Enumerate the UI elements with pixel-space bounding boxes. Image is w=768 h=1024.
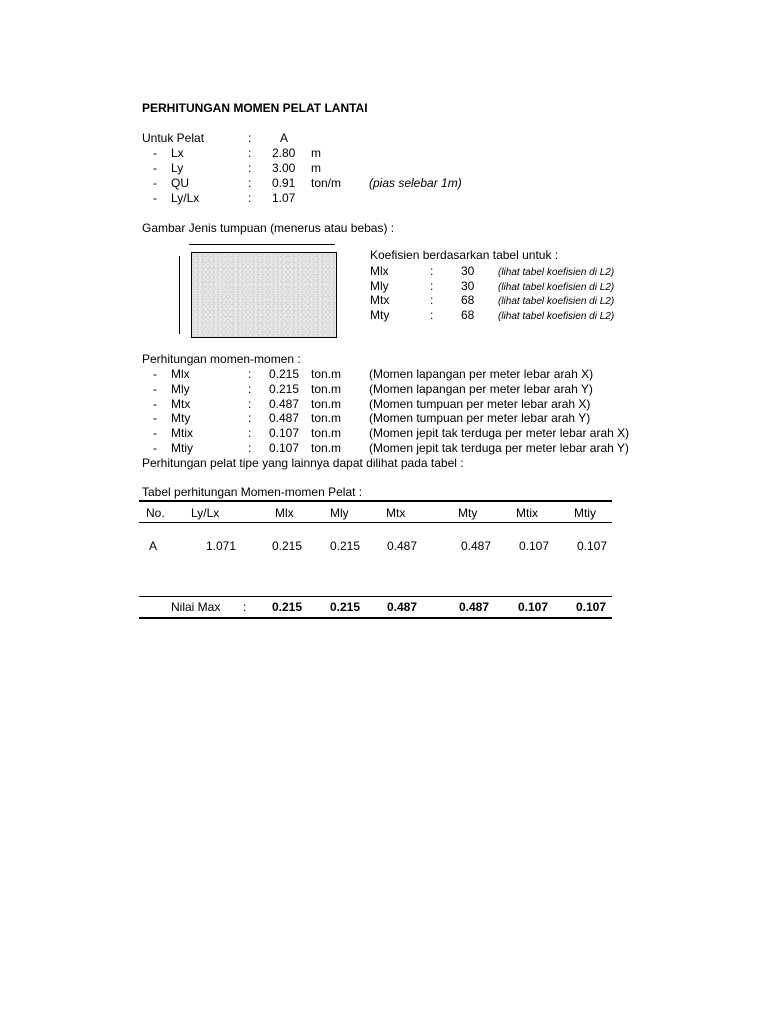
moment-value: 0.215 <box>269 367 300 381</box>
coef-note: (lihat tabel koefisien di L2) <box>498 311 615 322</box>
param-value: 1.07 <box>272 191 296 205</box>
max-cell: 0.215 <box>330 600 361 614</box>
moment-name: Mlx <box>171 367 190 381</box>
coef-value: 30 <box>461 279 475 293</box>
moments-heading: Perhitungan momen-momen : <box>142 352 301 366</box>
moment-dash: - <box>153 397 157 411</box>
coef-note: (lihat tabel koefisien di L2) <box>498 282 615 293</box>
coef-note: (lihat tabel koefisien di L2) <box>498 296 615 307</box>
moment-unit: ton.m <box>311 382 342 396</box>
top-edge-line <box>189 244 335 245</box>
max-cell: 0.107 <box>576 600 607 614</box>
coef-name: Mlx <box>370 264 389 278</box>
moment-name: Mly <box>171 382 190 396</box>
coef-value: 68 <box>461 293 475 307</box>
moment-sep: : <box>248 411 252 425</box>
coef-sep: : <box>430 293 434 307</box>
support-label: Gambar Jenis tumpuan (menerus atau bebas) : <box>142 221 395 235</box>
param-sep: : <box>248 191 252 205</box>
param-value: 0.91 <box>272 176 296 190</box>
coef-note: (lihat tabel koefisien di L2) <box>498 267 615 278</box>
table-header-cell: No. <box>146 506 165 520</box>
table-header-cell: Ly/Lx <box>191 506 220 520</box>
param-value: 2.80 <box>272 146 296 160</box>
coef-sep: : <box>430 308 434 322</box>
table-bottom-rule <box>139 617 612 619</box>
plate-sep: : <box>248 131 252 145</box>
moment-desc: (Momen jepit tak terduga per meter lebar arah Y) <box>369 441 629 455</box>
table-header-cell: Mtiy <box>574 506 596 520</box>
table-cell: 0.487 <box>387 539 418 553</box>
param-unit: ton/m <box>311 176 342 190</box>
table-cell: 0.107 <box>577 539 608 553</box>
moment-value: 0.487 <box>269 397 300 411</box>
param-name: QU <box>171 176 189 190</box>
moment-unit: ton.m <box>311 426 342 440</box>
table-header-cell: Mly <box>330 506 349 520</box>
param-dash: - <box>153 146 157 160</box>
param-dash: - <box>153 191 157 205</box>
moment-desc: (Momen tumpuan per meter lebar arah Y) <box>369 411 591 425</box>
max-sep: : <box>243 600 247 614</box>
moment-name: Mtiy <box>171 441 193 455</box>
param-unit: m <box>311 161 321 175</box>
param-name: Ly/Lx <box>171 191 200 205</box>
param-sep: : <box>248 161 252 175</box>
moment-unit: ton.m <box>311 441 342 455</box>
moment-value: 0.215 <box>269 382 300 396</box>
plate-name: A <box>280 131 289 145</box>
moment-value: 0.107 <box>269 426 300 440</box>
table-header-cell: Mtx <box>386 506 406 520</box>
moment-value: 0.107 <box>269 441 300 455</box>
max-label: Nilai Max <box>171 600 221 614</box>
moment-sep: : <box>248 397 252 411</box>
table-cell: 1.071 <box>206 539 237 553</box>
max-cell: 0.487 <box>459 600 490 614</box>
moment-sep: : <box>248 382 252 396</box>
moment-unit: ton.m <box>311 397 342 411</box>
param-dash: - <box>153 176 157 190</box>
coef-name: Mly <box>370 279 389 293</box>
table-cell: 0.215 <box>330 539 361 553</box>
table-top-rule <box>139 500 612 502</box>
table-header-rule <box>139 522 612 523</box>
moments-footer: Perhitungan pelat tipe yang lainnya dapat dilihat pada tabel : <box>142 456 464 470</box>
table-caption: Tabel perhitungan Momen-momen Pelat : <box>142 485 363 499</box>
moment-desc: (Momen lapangan per meter lebar arah X) <box>369 367 594 381</box>
moment-name: Mtix <box>171 426 193 440</box>
moment-unit: ton.m <box>311 411 342 425</box>
coef-value: 68 <box>461 308 475 322</box>
moment-desc: (Momen lapangan per meter lebar arah Y) <box>369 382 593 396</box>
table-cell: 0.487 <box>461 539 492 553</box>
param-unit: m <box>311 146 321 160</box>
moment-dash: - <box>153 411 157 425</box>
moment-unit: ton.m <box>311 367 342 381</box>
param-dash: - <box>153 161 157 175</box>
param-sep: : <box>248 176 252 190</box>
table-header-cell: Mlx <box>275 506 294 520</box>
max-cell: 0.215 <box>272 600 303 614</box>
table-header-cell: Mty <box>458 506 478 520</box>
param-sep: : <box>248 146 252 160</box>
moment-desc: (Momen tumpuan per meter lebar arah X) <box>369 397 591 411</box>
plate-label: Untuk Pelat <box>142 131 205 145</box>
table-cell: 0.107 <box>519 539 550 553</box>
moment-dash: - <box>153 367 157 381</box>
param-name: Lx <box>171 146 184 160</box>
param-name: Ly <box>171 161 184 175</box>
coef-name: Mty <box>370 308 390 322</box>
moment-value: 0.487 <box>269 411 300 425</box>
coef-sep: : <box>430 279 434 293</box>
param-value: 3.00 <box>272 161 296 175</box>
table-header-cell: Mtix <box>516 506 538 520</box>
left-edge-line <box>179 256 180 334</box>
coef-value: 30 <box>461 264 475 278</box>
max-cell: 0.107 <box>518 600 549 614</box>
coef-name: Mtx <box>370 293 390 307</box>
moment-name: Mtx <box>171 397 191 411</box>
moment-name: Mty <box>171 411 191 425</box>
coef-sep: : <box>430 264 434 278</box>
page-title: PERHITUNGAN MOMEN PELAT LANTAI <box>142 101 368 115</box>
table-cell: 0.215 <box>272 539 303 553</box>
plate-drawing <box>191 252 337 338</box>
moment-desc: (Momen jepit tak terduga per meter lebar arah X) <box>369 426 630 440</box>
table-max-rule <box>139 596 612 597</box>
moment-dash: - <box>153 426 157 440</box>
moment-sep: : <box>248 426 252 440</box>
moment-dash: - <box>153 382 157 396</box>
table-cell: A <box>149 539 158 553</box>
max-cell: 0.487 <box>387 600 418 614</box>
param-note: (pias selebar 1m) <box>369 176 462 190</box>
coef-heading: Koefisien berdasarkan tabel untuk : <box>370 248 559 262</box>
moment-sep: : <box>248 367 252 381</box>
moment-sep: : <box>248 441 252 455</box>
moment-dash: - <box>153 441 157 455</box>
